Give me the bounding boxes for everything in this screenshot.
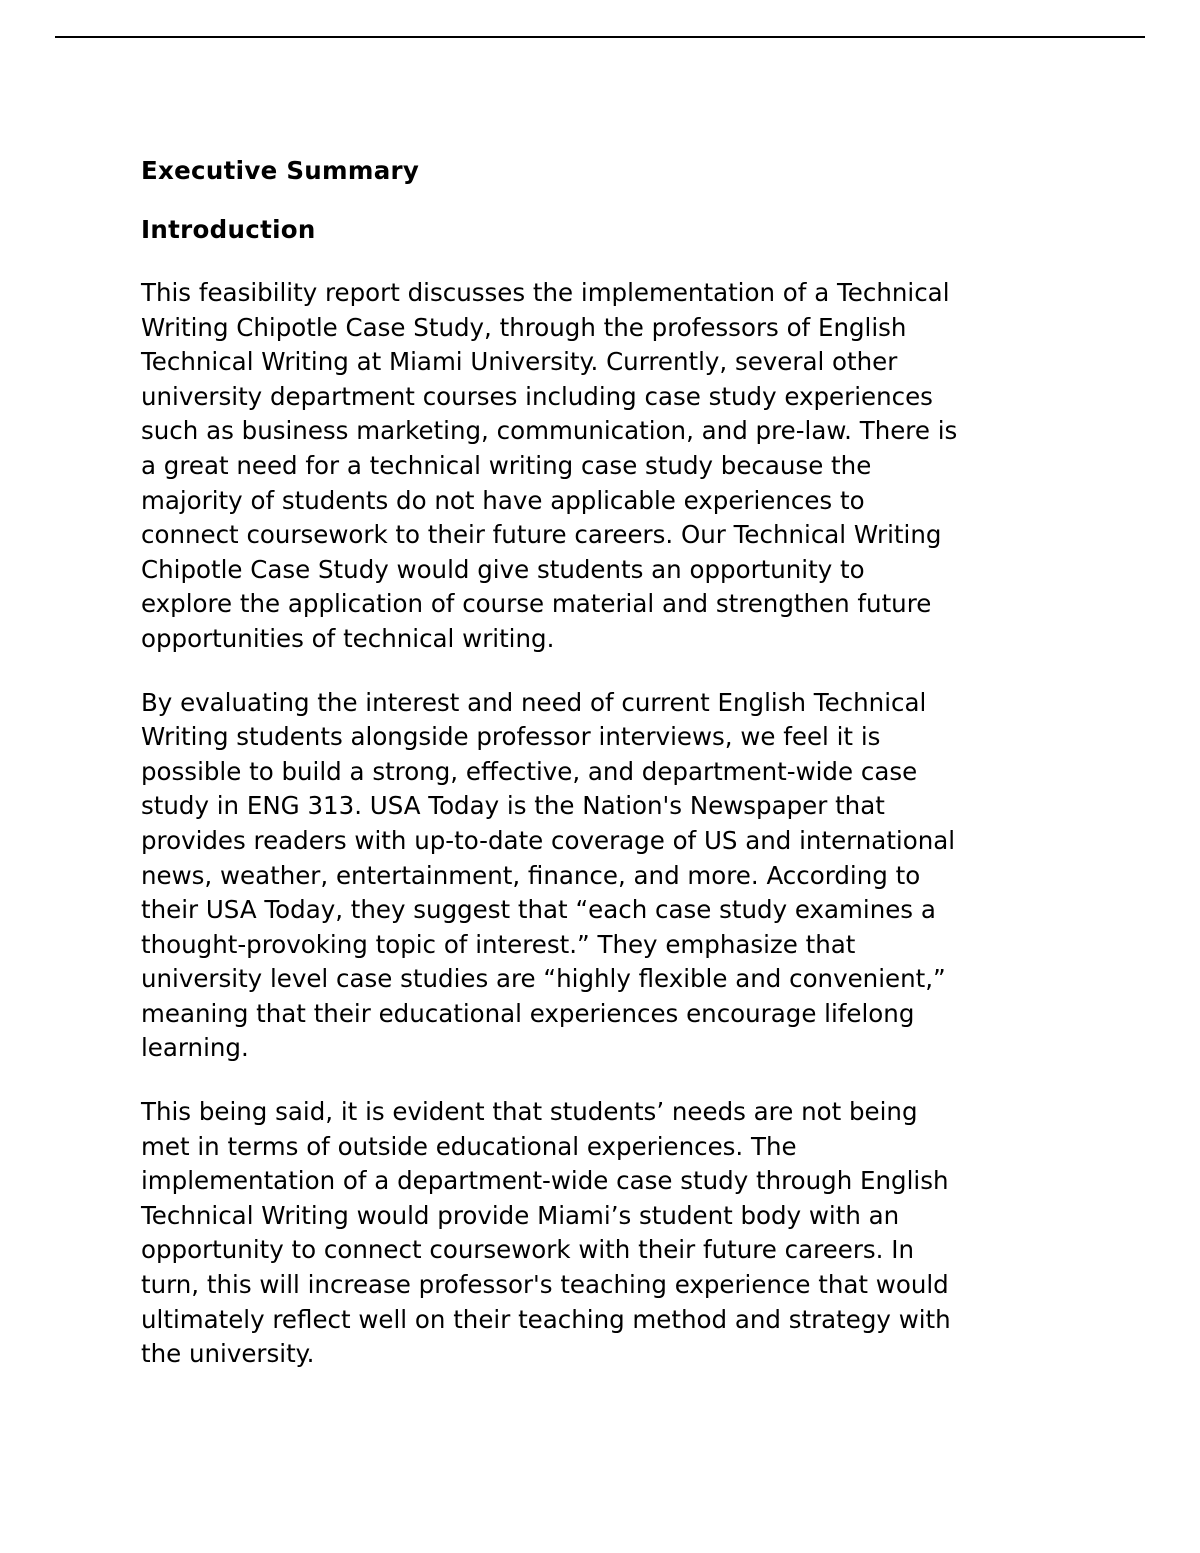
paragraph-line: Writing Chipotle Case Study, through the professors of English (141, 312, 907, 342)
paragraph-line: thought-provoking topic of interest.” They emphasize that (141, 929, 856, 959)
document-body (141, 154, 1071, 1372)
paragraph-line: meaning that their educational experiences encourage lifelong (141, 998, 915, 1028)
paragraph-line: ultimately reflect well on their teaching method and strategy with (141, 1304, 951, 1334)
paragraph-line: provides readers with up-to-date coverage of US and international (141, 825, 956, 855)
paragraph-line: university level case studies are “highly flexible and convenient,” (141, 964, 946, 994)
paragraph-line: opportunities of technical writing. (141, 623, 555, 653)
paragraph-line: majority of students do not have applicable experiences to (141, 485, 865, 515)
paragraph (141, 1095, 1071, 1372)
paragraph-line: explore the application of course material and strengthen future (141, 589, 932, 619)
paragraph-line: connect coursework to their future careers. Our Technical Writing (141, 520, 942, 550)
paragraph-line: such as business marketing, communication, and pre-law. There is (141, 416, 958, 446)
paragraph-line: Writing students alongside professor interviews, we feel it is (141, 722, 881, 752)
paragraph-line: Technical Writing would provide Miami’s student body with an (141, 1200, 900, 1230)
paragraph-line: Technical Writing at Miami University. Currently, several other (141, 347, 898, 377)
paragraph-line: met in terms of outside educational experiences. The (141, 1131, 797, 1161)
paragraph-line: This feasibility report discusses the implementation of a Technical (141, 278, 950, 307)
paragraph-line: learning. (141, 1033, 249, 1063)
paragraph-line: implementation of a department-wide case study through English (141, 1166, 949, 1196)
paragraph-line: opportunity to connect coursework with their future careers. In (141, 1235, 914, 1265)
paragraph-line: possible to build a strong, effective, and department-wide case (141, 756, 918, 786)
top-rule (55, 36, 1145, 38)
document-title: Executive Summary (141, 156, 420, 185)
paragraph-line: news, weather, entertainment, finance, and more. According to (141, 860, 921, 890)
paragraph-line: By evaluating the interest and need of current English Technical (141, 687, 927, 717)
paragraph-line: Chipotle Case Study would give students an opportunity to (141, 554, 865, 584)
paragraph (141, 686, 1071, 1067)
paragraph-line: a great need for a technical writing case study because the (141, 450, 872, 480)
paragraph-line: the university. (141, 1339, 315, 1369)
paragraph-line: university department courses including case study experiences (141, 381, 933, 411)
paragraph-line: turn, this will increase professor's teaching experience that would (141, 1270, 949, 1300)
paragraph-line: study in ENG 313. USA Today is the Nation's Newspaper that (141, 791, 885, 821)
section-heading: Introduction (141, 215, 316, 244)
paragraph-line: This being said, it is evident that students’ needs are not being (141, 1097, 918, 1127)
paragraph-line: their USA Today, they suggest that “each case study examines a (141, 895, 936, 925)
paragraph (141, 276, 1071, 657)
